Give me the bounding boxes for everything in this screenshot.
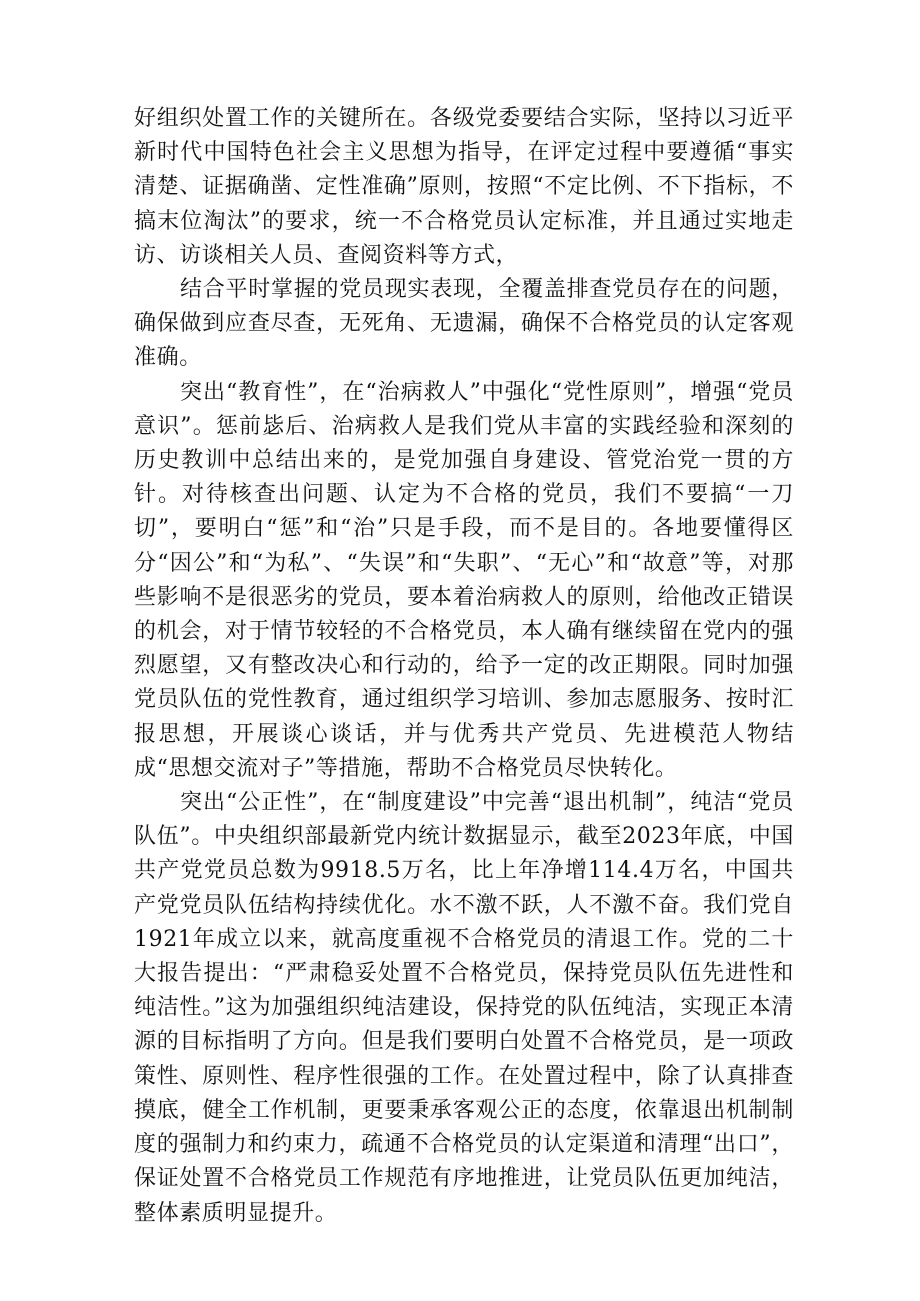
paragraph-4: 突出“公正性”，在“制度建设”中完善“退出机制”，纯洁“党员队伍”。中央组织部最新党内统计数据显示，截至2023年底，中国共产党党员总数为9918.5万名，比上年净增114.4万名，中国共产党党员队伍结构持续优化。水不激不跃，人不激不奋。我们党自1921年成立以来，就高度重视不合格党员的清退工作。党的二十大报告提出：“严肃稳妥处置不合格党员，保持党员队伍先进性和纯洁性。”这为加强组织纯洁建设，保持党的队伍纯洁，实现正本清源的目标指明了方向。但是我们要明白处置不合格党员，是一项政策性、原则性、程序性很强的工作。在处置过程中，除了认真排查摸底，健全工作机制，更要秉承客观公正的态度，依靠退出机制制度的强制力和约束力，疏通不合格党员的认定渠道和清理“出口”，保证处置不合格党员工作规范有序地推进，让党员队伍更加纯洁，整体素质明显提升。 [134, 790, 794, 1226]
paragraph-1: 好组织处置工作的关键所在。各级党委要结合实际，坚持以习近平新时代中国特色社会主义思想为指导，在评定过程中要遵循“事实清楚、证据确凿、定性准确”原则，按照“不定比例、不下指标，不搞末位淘汰”的要求，统一不合格党员认定标准，并且通过实地走访、访谈相关人员、查阅资料等方式， [134, 106, 794, 268]
document-body [134, 102, 794, 1231]
paragraph-2: 结合平时掌握的党员现实表现，全覆盖排查党员存在的问题，确保做到应查尽查，无死角、无遗漏，确保不合格党员的认定客观准确。 [134, 277, 794, 371]
paragraph-3: 突出“教育性”，在“治病救人”中强化“党性原则”，增强“党员意识”。惩前毖后、治病救人是我们党从丰富的实践经验和深刻的历史教训中总结出来的，是党加强自身建设、管党治党一贯的方针。对待核查出问题、认定为不合格的党员，我们不要搞“一刀切”，要明白“惩”和“治”只是手段，而不是目的。各地要懂得区分“因公”和“为私”、“失误”和“失职”、“无心”和“故意”等，对那些影响不是很恶劣的党员，要本着治病救人的原则，给他改正错误的机会，对于情节较轻的不合格党员，本人确有继续留在党内的强烈愿望，又有整改决心和行动的，给予一定的改正期限。同时加强党员队伍的党性教育，通过组织学习培训、参加志愿服务、按时汇报思想，开展谈心谈话，并与优秀共产党员、先进模范人物结成“思想交流对子”等措施，帮助不合格党员尽快转化。 [134, 379, 794, 781]
